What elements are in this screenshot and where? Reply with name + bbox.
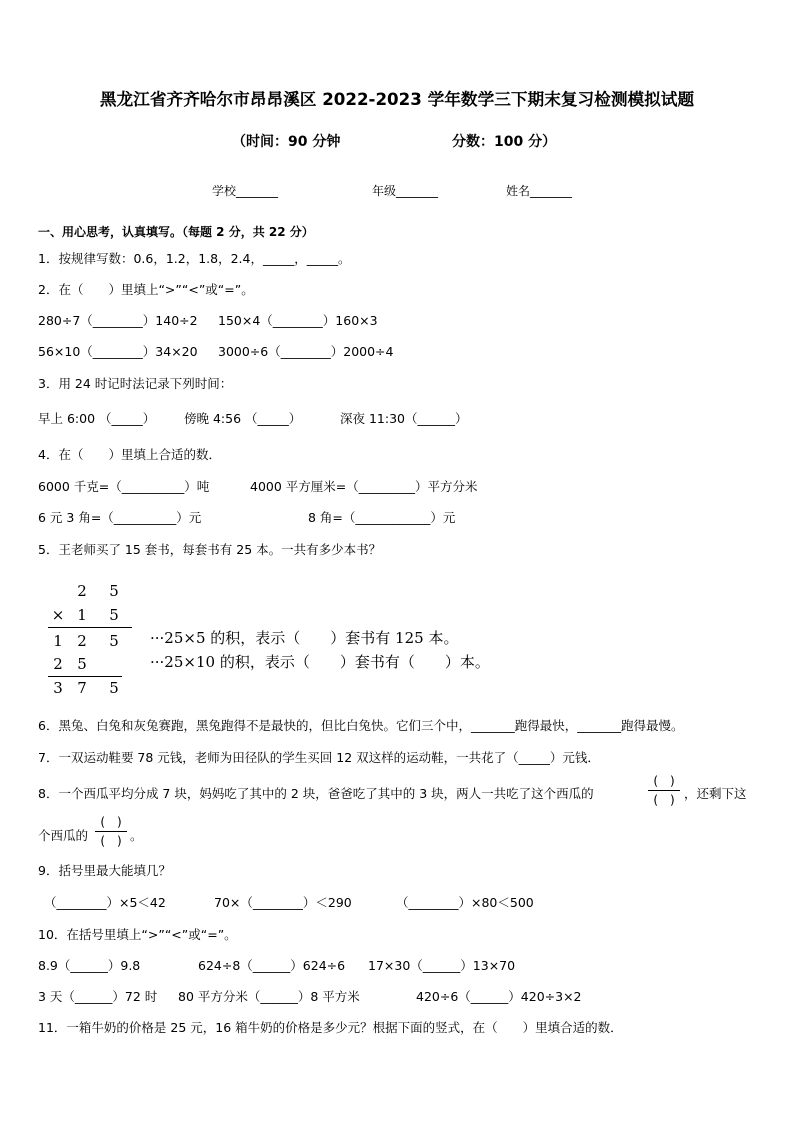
digit: 3 xyxy=(53,679,63,697)
explanation-line: ···25×5 的积，表示（ ）套书有 125 本。 xyxy=(150,629,459,647)
question-2-item: 150×4（________）160×3 xyxy=(218,313,378,328)
question-4-item: 4000 平方厘米=（_________）平方分米 xyxy=(250,479,478,494)
fraction-bar xyxy=(95,831,127,832)
question-10-item: 624÷8（______）624÷6 xyxy=(198,958,346,973)
digit: 2 xyxy=(53,655,63,673)
question-3-item: 深夜 11:30（______） xyxy=(340,411,468,426)
question-8-part4: 。 xyxy=(130,828,143,843)
name-field[interactable]: 姓名_______ xyxy=(506,184,573,198)
question-8-part2: ，还剩下这 xyxy=(684,786,747,801)
explanation-line: ···25×10 的积，表示（ ）套书有（ ）本。 xyxy=(150,653,490,671)
exam-score: 分数：100 分） xyxy=(452,134,557,150)
school-field[interactable]: 学校_______ xyxy=(212,184,279,198)
digit: 5 xyxy=(109,606,119,624)
question-8-part1: 8．一个西瓜平均分成 7 块，妈妈吃了其中的 2 块，爸爸吃了其中的 3 块，两人一共吃了这个西瓜的 xyxy=(38,786,594,801)
digit: 1 xyxy=(53,632,63,650)
digit: 5 xyxy=(109,582,119,600)
question-10-item: 17×30（______）13×70 xyxy=(368,958,516,973)
question-6: 6．黑兔、白兔和灰兔赛跑，黑兔跑得不是最快的，但比白兔快。它们三个中，_______跑得最快，_______跑得最慢。 xyxy=(38,718,684,733)
vertical-multiplication xyxy=(44,580,134,700)
fraction-denominator: ( ) xyxy=(653,793,675,807)
question-2-item: 3000÷6（________）2000÷4 xyxy=(218,344,394,359)
exam-time: （时间：90 分钟 xyxy=(232,134,341,150)
question-11: 11．一箱牛奶的价格是 25 元，16 箱牛奶的价格是多少元？根据下面的竖式，在（ ）里填合适的数． xyxy=(38,1020,623,1035)
question-10-item: 80 平方分米（______）8 平方米 xyxy=(178,989,360,1004)
question-10-stem: 10．在括号里填上“>”“<”或“=”。 xyxy=(38,927,237,942)
question-4-item: 6 元 3 角=（__________）元 xyxy=(38,510,202,525)
question-2-stem: 2．在（ ）里填上“>”“<”或“=”。 xyxy=(38,282,254,297)
question-9-item: （________）×80＜500 xyxy=(396,895,534,910)
question-10-item: 8.9（______）9.8 xyxy=(38,958,141,973)
question-9-stem: 9．括号里最大能填几？ xyxy=(38,863,171,878)
fraction-blank[interactable] xyxy=(648,774,680,807)
digit: 2 xyxy=(77,582,87,600)
question-1: 1．按规律写数：0.6，1.2，1.8，2.4，_____，_____。 xyxy=(38,251,351,266)
question-8-part3: 个西瓜的 xyxy=(38,828,89,843)
question-3-stem: 3．用 24 时记时法记录下列时间： xyxy=(38,376,233,391)
question-2-item: 56×10（________）34×20 xyxy=(38,344,198,359)
fraction-denominator: ( ) xyxy=(100,834,122,848)
question-4-item: 8 角=（____________）元 xyxy=(308,510,456,525)
question-3-item: 傍晚 4:56 （_____） xyxy=(184,411,302,426)
product-line xyxy=(48,627,132,628)
fraction-numerator: ( ) xyxy=(653,774,675,788)
question-5-stem: 5．王老师买了 15 套书，每套书有 25 本。一共有多少本书？ xyxy=(38,542,382,557)
question-3-item: 早上 6:00 （_____） xyxy=(38,411,156,426)
fraction-numerator: ( ) xyxy=(100,815,122,829)
question-4-stem: 4．在（ ）里填上合适的数． xyxy=(38,447,221,462)
digit: 5 xyxy=(109,632,119,650)
grade-field[interactable]: 年级_______ xyxy=(372,184,439,198)
times-sign: × xyxy=(51,606,65,624)
page-title: 黑龙江省齐齐哈尔市昂昂溪区 2022-2023 学年数学三下期末复习检测模拟试题 xyxy=(99,90,695,109)
question-10-item: 420÷6（______）420÷3×2 xyxy=(416,989,582,1004)
digit: 7 xyxy=(77,679,87,697)
digit: 5 xyxy=(77,655,87,673)
digit: 1 xyxy=(77,606,87,624)
section-heading: 一、用心思考，认真填写。（每题 2 分，共 22 分） xyxy=(38,225,314,239)
fraction-blank[interactable] xyxy=(95,815,127,848)
digit: 5 xyxy=(109,679,119,697)
digit: 2 xyxy=(77,632,87,650)
question-2-item: 280÷7（________）140÷2 xyxy=(38,313,198,328)
question-7: 7．一双运动鞋要 78 元钱，老师为田径队的学生买回 12 双这样的运动鞋，一共花了（_____）元钱． xyxy=(38,750,600,765)
question-9-item: 70×（________）＜290 xyxy=(214,895,352,910)
fraction-bar xyxy=(648,790,680,791)
question-4-item: 6000 千克=（__________）吨 xyxy=(38,479,210,494)
question-10-item: 3 天（______）72 时 xyxy=(38,989,158,1004)
question-9-item: （________）×5＜42 xyxy=(44,895,166,910)
